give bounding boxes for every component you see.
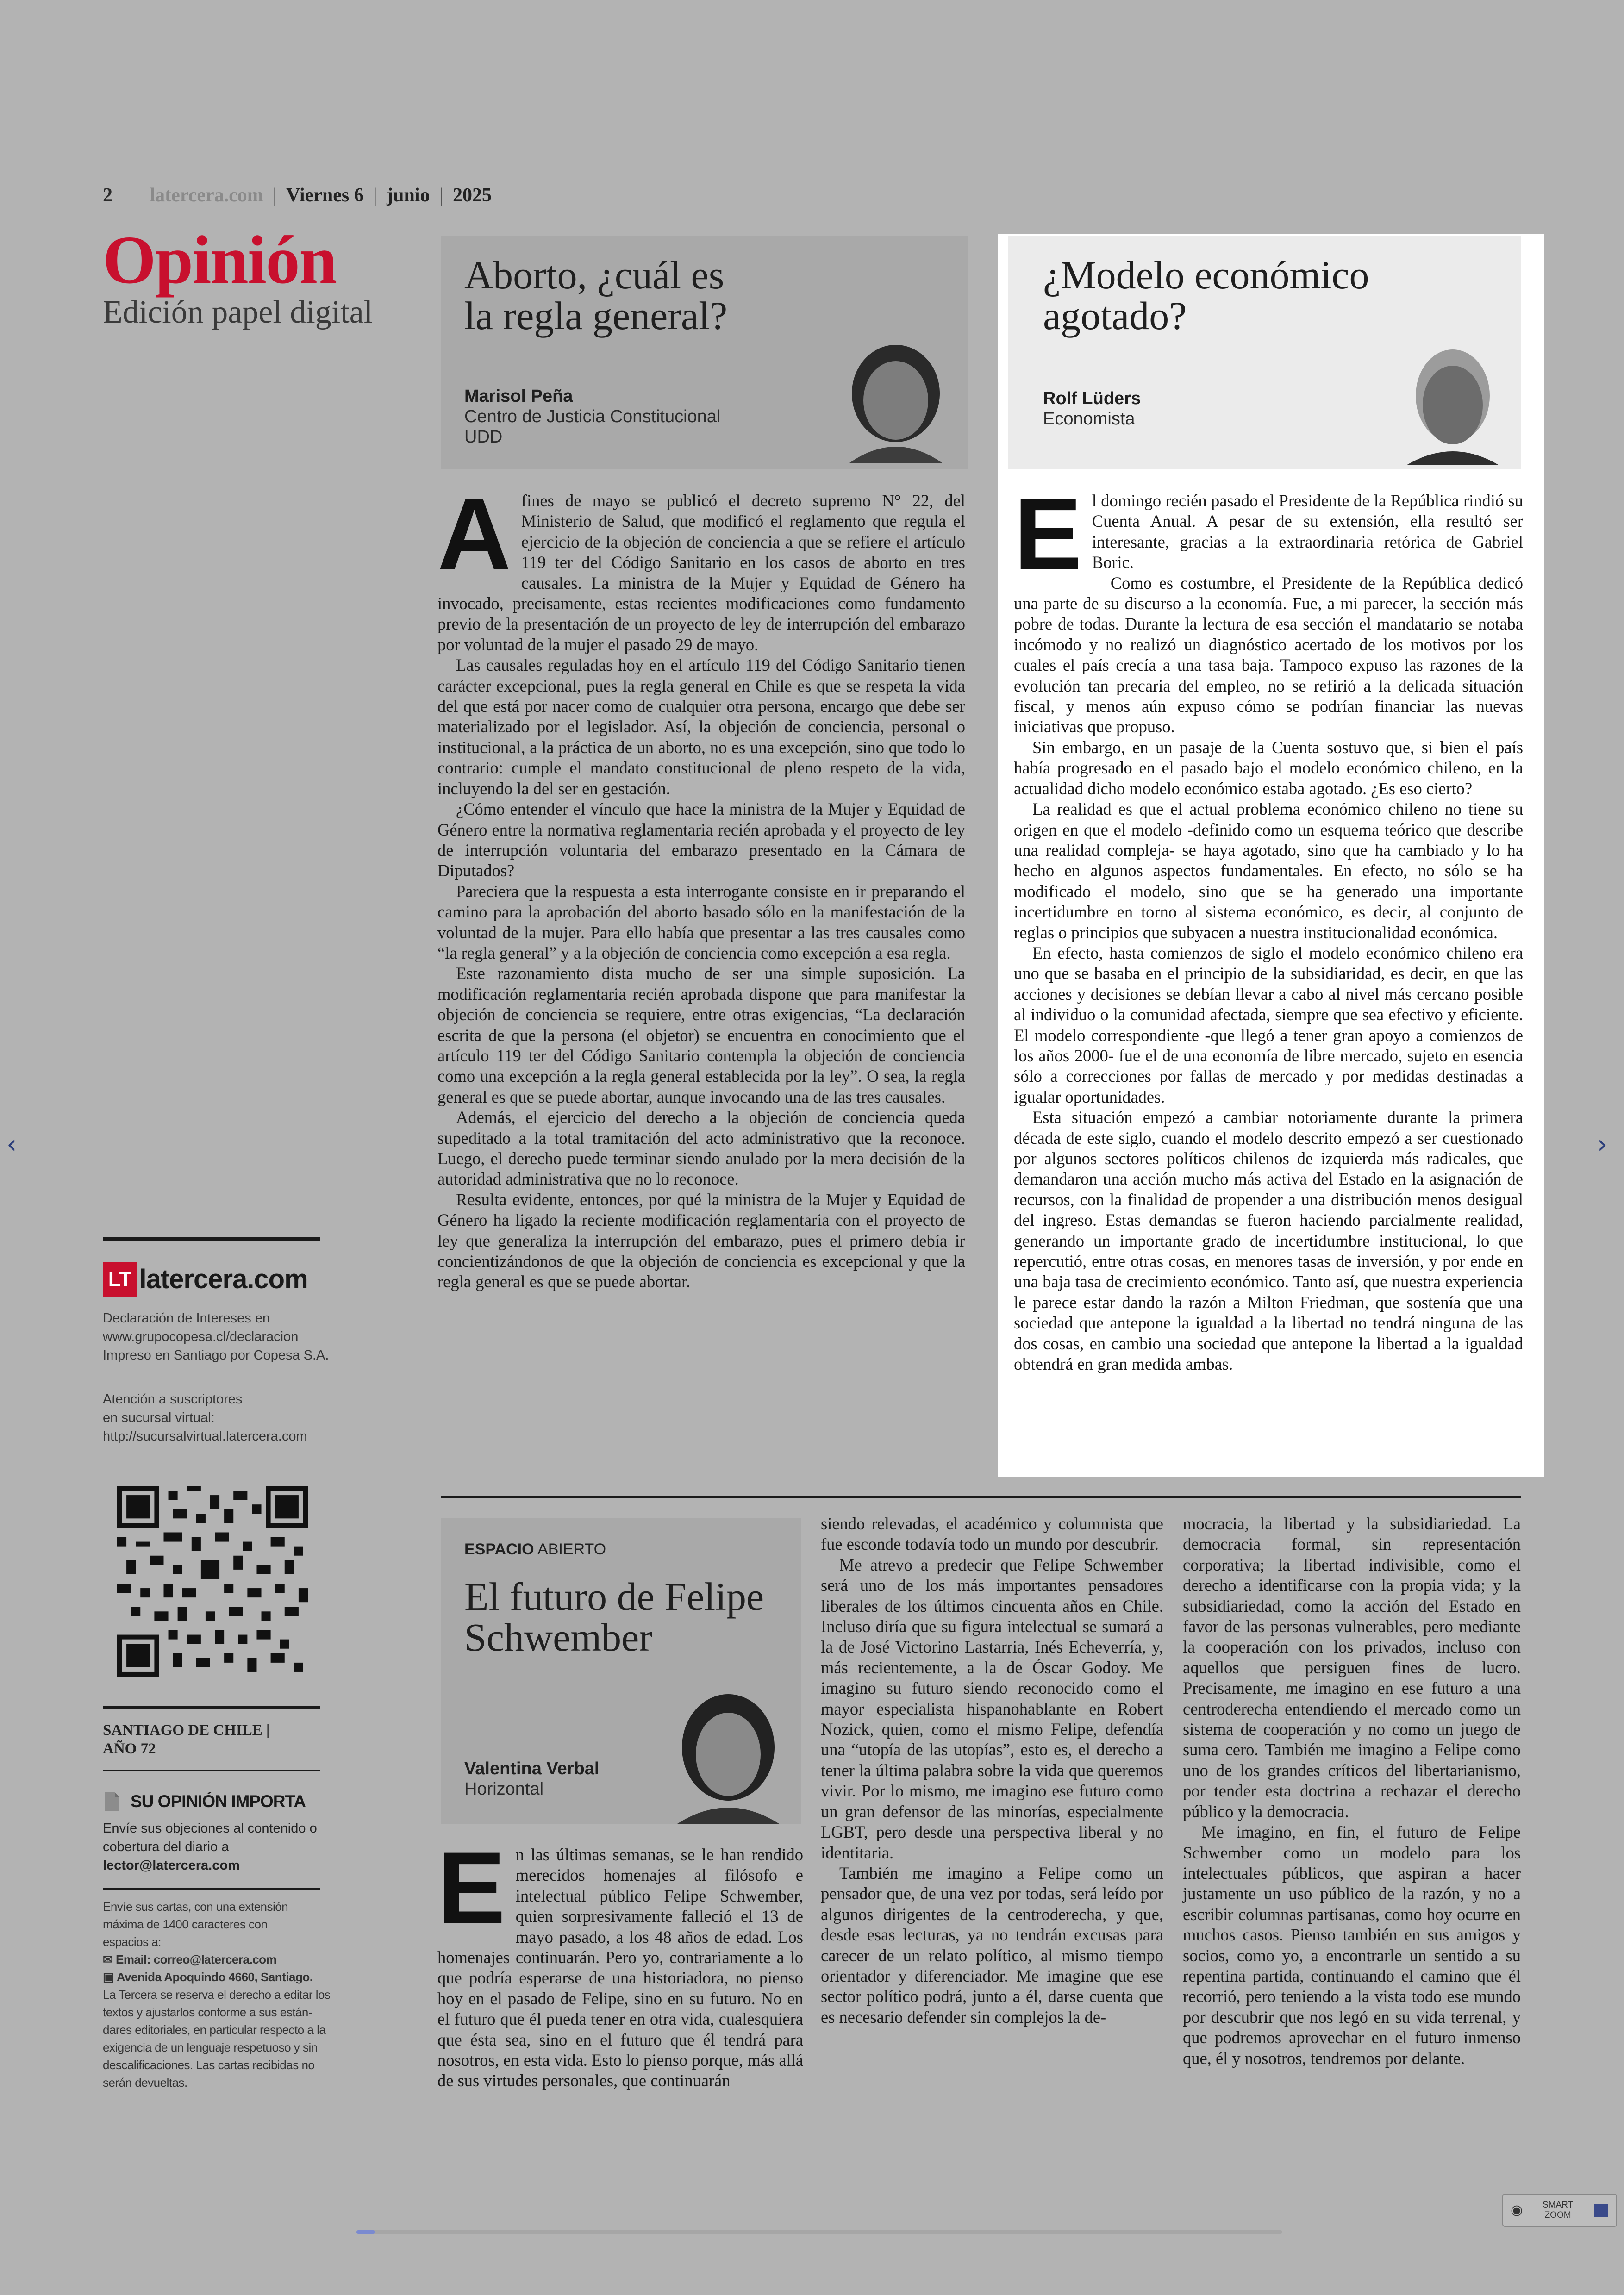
smart-zoom-label-1: SMART — [1543, 2200, 1574, 2210]
article-left-dropcap: A — [437, 477, 511, 591]
sidebar-rule-mid — [103, 1706, 320, 1709]
opinion-email-link[interactable]: lector@latercera.com — [103, 1858, 240, 1873]
mail-icon: ✉ — [103, 1952, 113, 1966]
article-left-role-1: Centro de Justicia Constitucional — [464, 407, 721, 426]
kicker-rest: ABIERTO — [537, 1540, 606, 1558]
next-page-button[interactable]: › — [1597, 1129, 1608, 1160]
opinion-text: Envíe sus objeciones al contenido o cobertura del diario a lector@latercera.com — [103, 1819, 317, 1875]
sidebar-rule-top — [103, 1237, 320, 1241]
article-bottom-title-2: Schwember — [464, 1615, 652, 1659]
date-year: 2025 — [452, 185, 492, 206]
article-left-body: A fines de mayo se publicó el decreto supremo N° 22, del Ministerio de Salud, que modificó el reglamento que regula el ejercicio de la objeción de conciencia a que se refiere el artículo 119 ter del Código Sanitario en los casos de aborto en tres causales. La ministra de la Mujer y Equidad de Género ha invocado, precisamente, estas recientes modificaciones como fundamento previo de la presentación de un proyecto de ley de interrupción del embarazo por voluntad de la mujer el pasado 29 de mayo. Las causales reguladas hoy en el artículo 119 del Código Sanitario tienen carácter excepcional, pues la regla general en Chile es que se respeta la vida del que está por nacer como de cualquier otra persona, encargo que debe ser materializado por el legislador. Así, la objeción de conciencia, personal o institucional, a la práctica de un aborto, no es una excepción, sino que todo lo contrario: cumple el mandato constitucional de pleno respeto de la vida, incluyendo la del ser en gestación. ¿Cómo entender el vínculo que hace la ministra de la Mujer y Equidad de Género entre la normativa reglamentaria recién aprobada y el proyecto de ley de interrupción voluntaria del embarazo presentado en la Cámara de Diputados? Pareciera que la respuesta a esta interrogante consiste en ir preparando el camino para la aprobación del aborto basado sólo en la manifestación de la voluntad de la mujer. Para ello había que presentar a las tres causales como “la regla general” y a la objeción de conciencia como excepción a esa regla. Este razonamiento dista mucho de ser una simple suposición. La modificación reglamentaria recién aprobada dispone que para manifestar la objeción de conciencia se requiere, entre otras exigencias, “La declaración escrita de que la persona (el objetor) se encuentra en conocimiento que el artículo 119 ter del Código Sanitario contempla la objeción de conciencia como una excepción a la regla general establecida por la ley”. O sea, la regla general es que se puede abortar, aunque invocando una de las tres causales. Además, el ejercicio del derecho a la objeción de conciencia queda supeditado a la total tramitación del acto administrativo que la reconoce. Luego, el derecho puede terminar siendo anulado por la mera decisión de la autoridad administrativa que no lo reconoce. Resulta evidente, entonces, por qué la ministra de la Mujer y Equidad de Género ha ligado la reciente modificación reglamentaria con el proyecto de ley que generaliza la interrupción del embarazo, pues el primero debía ir concientizándonos de que la objeción de conciencia es excepcional y que la regla general es que se puede abortar. — [437, 477, 965, 1291]
article-bottom-header — [441, 1518, 801, 1824]
author-portrait-left — [840, 338, 951, 463]
article-right-body: E l domingo recién pasado el Presidente de la República rindió su Cuenta Anual. A pesar de su extensión, ella resultó ser interesante, gracias a la extraordinaria retórica de Gabriel Boric. Como es costumbre, el Presidente de la República dedicó una parte de su discurso a la economía. Fue, a mi parecer, la sección más pobre de todas. Durante la lectura de esa sección el mandatario se notaba incómodo y no realizó un diagnóstico acertado de los motivos por los cuales el país crecía a una tasa baja. Tampoco expuso las razones de la evolución tan precaria del empleo, no se refirió a la delicada situación fiscal, y menos aún expuso cómo se podrían financiar las nuevas iniciativas que propuso. Sin embargo, en un pasaje de la Cuenta sostuvo que, si bien el país había progresado en el pasado bajo el modelo económico chileno, en la actualidad dicho modelo económico estaba agotado. ¿Es eso cierto? La realidad es que el actual problema económico chileno no tiene su origen en que el modelo -definido como un esquema teórico que describe una realidad compleja- se haya agotado, sino que ha cambiado y lo ha hecho en algunos aspectos fundamentales. En efecto, no sólo se ha modificado el modelo, sino que se ha generado una importante incertidumbre en torno al sistema económico, es decir, al conjunto de reglas o principios que subyacen a nuestra institucionalidad económica. En efecto, hasta comienzos de siglo el modelo económico chileno era uno que se basaba en el principio de la subsidiaridad, es decir, en que las acciones y decisiones se debían llevar a cabo al nivel más cercano posible al individuo o la comunidad afectada, siempre que sea efectivo y eficiente. El modelo correspondiente -que llegó a tener gran apoyo a comienzos de los años 2000- fue el de una economía de libre mercado, sujeto en esencia sólo a correcciones por fallas de mercado y por medidas destinadas a igualar oportunidades. Esta situación empezó a cambiar notoriamente durante la primera década de este siglo, cuando el modelo descrito empezó a ser cuestionado por algunos sectores políticos chilenos de izquierda más radicales, que demandaron una acción mucho más activa del Estado en la asignación de recursos, con la finalidad de propender a una distribución menos desigual del ingreso. Estas demandas se fueron haciendo parcialmente realidad, generando un importante grado de incertidumbre institucional, lo que repercutió, entre otras cosas, en menores tasas de inversión, y por ende en una baja tasa de crecimiento económico. Tanto así, que nuestra experiencia le parece estar dando la razón a Milton Friedman, que sostenía que una sociedad que antepone la igualdad a la libertad no tendrá ninguna de las dos cosas, en cambio una sociedad que antepone la libertad a la igualdad obtendrá en gran medida ambas. — [1014, 477, 1523, 1374]
scroll-thumb[interactable] — [356, 2230, 375, 2234]
author-portrait-bottom — [668, 1690, 788, 1824]
date-day: Viernes 6 — [286, 185, 364, 206]
page-number: 2 — [103, 185, 112, 206]
smart-zoom-label-2: ZOOM — [1544, 2210, 1571, 2220]
document-icon — [103, 1791, 121, 1812]
sidebar-declaration: Declaración de Intereses en www.grupocopesa.cl/declaracion Impreso en Santiago por Copesa S.A. — [103, 1311, 329, 1363]
article-bottom-role: Horizontal — [464, 1779, 544, 1799]
zoom-toggle-icon[interactable] — [1594, 2204, 1608, 2217]
sidebar-attention: Atención a suscriptores en sucursal virtual: http://sucursalvirtual.latercera.com — [103, 1392, 307, 1444]
article-bottom-col-3: mocracia, la libertad y la subsidiariedad. La democracia formal, sin representación corporativa; la libertad indivisible, como el derecho a identificarse con la propia vida; y la subsidiariedad, como la acción del Estado en favor de las personas vulnerables, pero mediante la cooperación con los privados, incluso con aquellos que persiguen fines de lucro. Precisamente, me imagino en ese futuro a una centroderecha entendiendo el mercado como un sistema de cooperación y no como un juego de suma cero. También me imagino a Felipe como uno de los grandes críticos del libertarianismo, por tender esta doctrina a rechazar el derecho público y la democracia. Me imagino, en fin, el futuro de Felipe Schwember como un modelo para los intelectuales públicos, que aspiran a hacer justamente un uso público de la razón, y no a escribir columnas partisanas, como hoy ocurre en muchos casos. Pienso también en sus amigos y socios, como yo, a encontrarle un sentido a su repentina partida, continuando el camino que él recorrió, pero teniendo a la vista todo ese mundo por descubrir que nos legó en su vida terrenal, y que podremos aprovechar en el futuro inmenso que, él y nosotros, tendremos por delante. — [1183, 1514, 1521, 2068]
sidebar-logo — [103, 1262, 308, 1297]
kicker-bold: ESPACIO — [464, 1540, 534, 1558]
author-portrait-right — [1397, 340, 1508, 465]
article-bottom-dropcap: E — [437, 1831, 506, 1945]
article-bottom-author: Valentina Verbal — [464, 1759, 600, 1778]
opinion-block — [103, 1791, 306, 1812]
prev-page-button[interactable]: ‹ — [6, 1129, 17, 1160]
page-header: 2 latercera.com | Viernes 6 | junio | 2025 — [103, 185, 492, 206]
site-name: latercera.com — [150, 185, 263, 206]
lt-logo-text: latercera.com — [139, 1264, 308, 1294]
section-divider — [441, 1496, 1521, 1498]
address-icon: ▣ — [103, 1970, 114, 1984]
article-right-header — [1008, 236, 1521, 469]
article-right-author: Rolf Lüders — [1043, 389, 1141, 408]
smart-zoom-button[interactable] — [1502, 2194, 1617, 2227]
sidebar-rule-mid2 — [103, 1770, 320, 1771]
letters-email[interactable]: Email: correo@latercera.com — [116, 1952, 277, 1966]
page-scrollbar[interactable] — [356, 2230, 1282, 2234]
article-left-author: Marisol Peña — [464, 387, 573, 406]
section-title: Opinión — [103, 222, 337, 298]
eye-icon: ◉ — [1511, 2202, 1523, 2218]
article-bottom-col-2: siendo relevadas, el académico y columnista que fue esconde todavía todo un mundo por descubrir. Me atrevo a predecir que Felipe Schwember será uno de los más importantes pensadores liberales de los últimos cincuenta años en Chile. Incluso diría que su figura intelectual se sumará a la de José Victorino Lastarria, Inés Echeverría, y, más recientemente, a la de Óscar Godoy. Me imagino su futuro siendo reconocido como el mayor especialista hispanohablante en Robert Nozick, quien, como el mismo Felipe, defendía una “utopía de las utopías”, esto es, el derecho a tener la última palabra sobre la vida que queremos vivir. Por lo mismo, me imagino ese futuro como un gran defensor de las minorías, especialmente LGBT, pero desde una perspectiva liberal y no identitaria. También me imagino a Felipe como un pensador que, de una vez por todas, será leído por algunos dirigentes de la centroderecha, y que, desde esas lecturas, ya no tendrán excusas para carecer de un relato político, al mismo tiempo orientador y diferenciador. Me imagine que ese sector político podrá, junto a él, darse cuenta que es necesario defender sin complejos la de- — [821, 1514, 1163, 2027]
article-right-dropcap: E — [1014, 477, 1082, 591]
section-subtitle: Edición papel digital — [103, 294, 373, 330]
letters-info: Envíe sus cartas, con una extensión máxima de 1400 caracteres con espacios a: ✉ Email: correo@latercera.com ▣ Avenida Apoquindo 4660, Santiago. La Tercera se reserva el derecho a editar los textos y ajustarlos conforme a sus están- dares editoriales, en particular respecto a la exigencia de un lenguaje respetuoso y sin descalificaciones. Las cartas recibidas no serán devueltas. — [103, 1900, 331, 2089]
opinion-title: SU OPINIÓN IMPORTA — [131, 1792, 306, 1811]
article-right-title-1: ¿Modelo económico — [1043, 253, 1369, 297]
article-right-role: Economista — [1043, 409, 1135, 429]
article-left-header — [441, 236, 968, 469]
article-bottom-title-1: El futuro de Felipe — [464, 1574, 764, 1619]
article-left-title-1: Aborto, ¿cuál es — [464, 253, 725, 297]
qr-code[interactable] — [117, 1486, 308, 1677]
article-left-role-2: UDD — [464, 427, 503, 447]
lt-logo-mark: LT — [103, 1262, 137, 1297]
article-left-title-2: la regla general? — [464, 293, 728, 338]
sidebar-city: SANTIAGO DE CHILE | AÑO 72 — [103, 1722, 270, 1757]
article-right-title-2: agotado? — [1043, 293, 1187, 338]
date-month: junio — [387, 185, 430, 206]
article-bottom-col-1: E n las últimas semanas, se le han rendido merecidos homenajes al filósofo e intelectual público Felipe Schwember, quien sorpresivamente falleció el 13 de mayo pasado, a los 48 años de edad. Los homenajes continuarán. Pero yo, contrariamente a lo que podría esperarse de una historiadora, no pienso hoy en el pasado de Felipe, sino en su futuro. No en el futuro que él pueda tener en otra vida, cualesquiera que ésta sea, sino en el futuro que él tendrá para nosotros, en esta vida. Esto lo pienso porque, más allá de sus virtudes personales, que continuarán — [437, 1831, 803, 2090]
sidebar-rule-bottom — [103, 1888, 320, 1890]
letters-address: Avenida Apoquindo 4660, Santiago. — [116, 1970, 313, 1984]
